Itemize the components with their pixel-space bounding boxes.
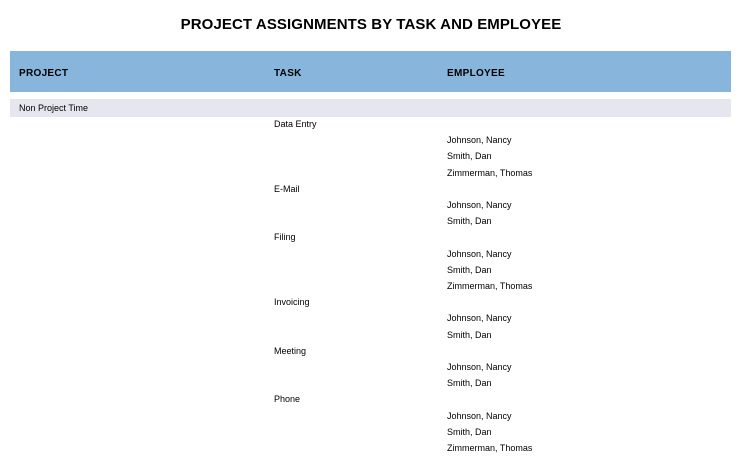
employee-label: Smith, Dan	[447, 329, 492, 340]
project-group-band	[10, 99, 731, 117]
column-header-band	[10, 51, 731, 92]
project-group-label: Non Project Time	[19, 103, 89, 113]
employee-label: Johnson, Nancy	[447, 410, 512, 421]
employee-label: Johnson, Nancy	[447, 135, 512, 146]
column-header-task: TASK	[274, 68, 302, 79]
employee-label: Zimmerman, Thomas	[447, 443, 533, 453]
employee-label: Johnson, Nancy	[447, 362, 512, 372]
employee-label: Zimmerman, Thomas	[447, 281, 533, 291]
employee-label: Smith, Dan	[447, 264, 492, 275]
task-label: Data Entry	[274, 119, 317, 129]
employee-label: Zimmerman, Thomas	[447, 167, 533, 178]
employee-label: Johnson, Nancy	[447, 248, 512, 259]
employee-label: Smith, Dan	[447, 426, 492, 437]
employee-label: Johnson, Nancy	[447, 200, 512, 210]
employee-label: Johnson, Nancy	[447, 313, 512, 324]
task-label: Phone	[274, 394, 301, 405]
column-header-employee: EMPLOYEE	[447, 68, 505, 79]
task-label: Filing	[274, 232, 296, 243]
task-label: Meeting	[274, 345, 307, 356]
report-title: PROJECT ASSIGNMENTS BY TASK AND EMPLOYEE	[180, 16, 562, 33]
task-label: E-Mail	[274, 183, 300, 194]
employee-label: Smith, Dan	[447, 378, 492, 389]
employee-label: Smith, Dan	[447, 151, 492, 162]
task-label: Invoicing	[274, 297, 310, 308]
employee-label: Smith, Dan	[447, 216, 492, 227]
column-header-project: PROJECT	[19, 68, 69, 79]
